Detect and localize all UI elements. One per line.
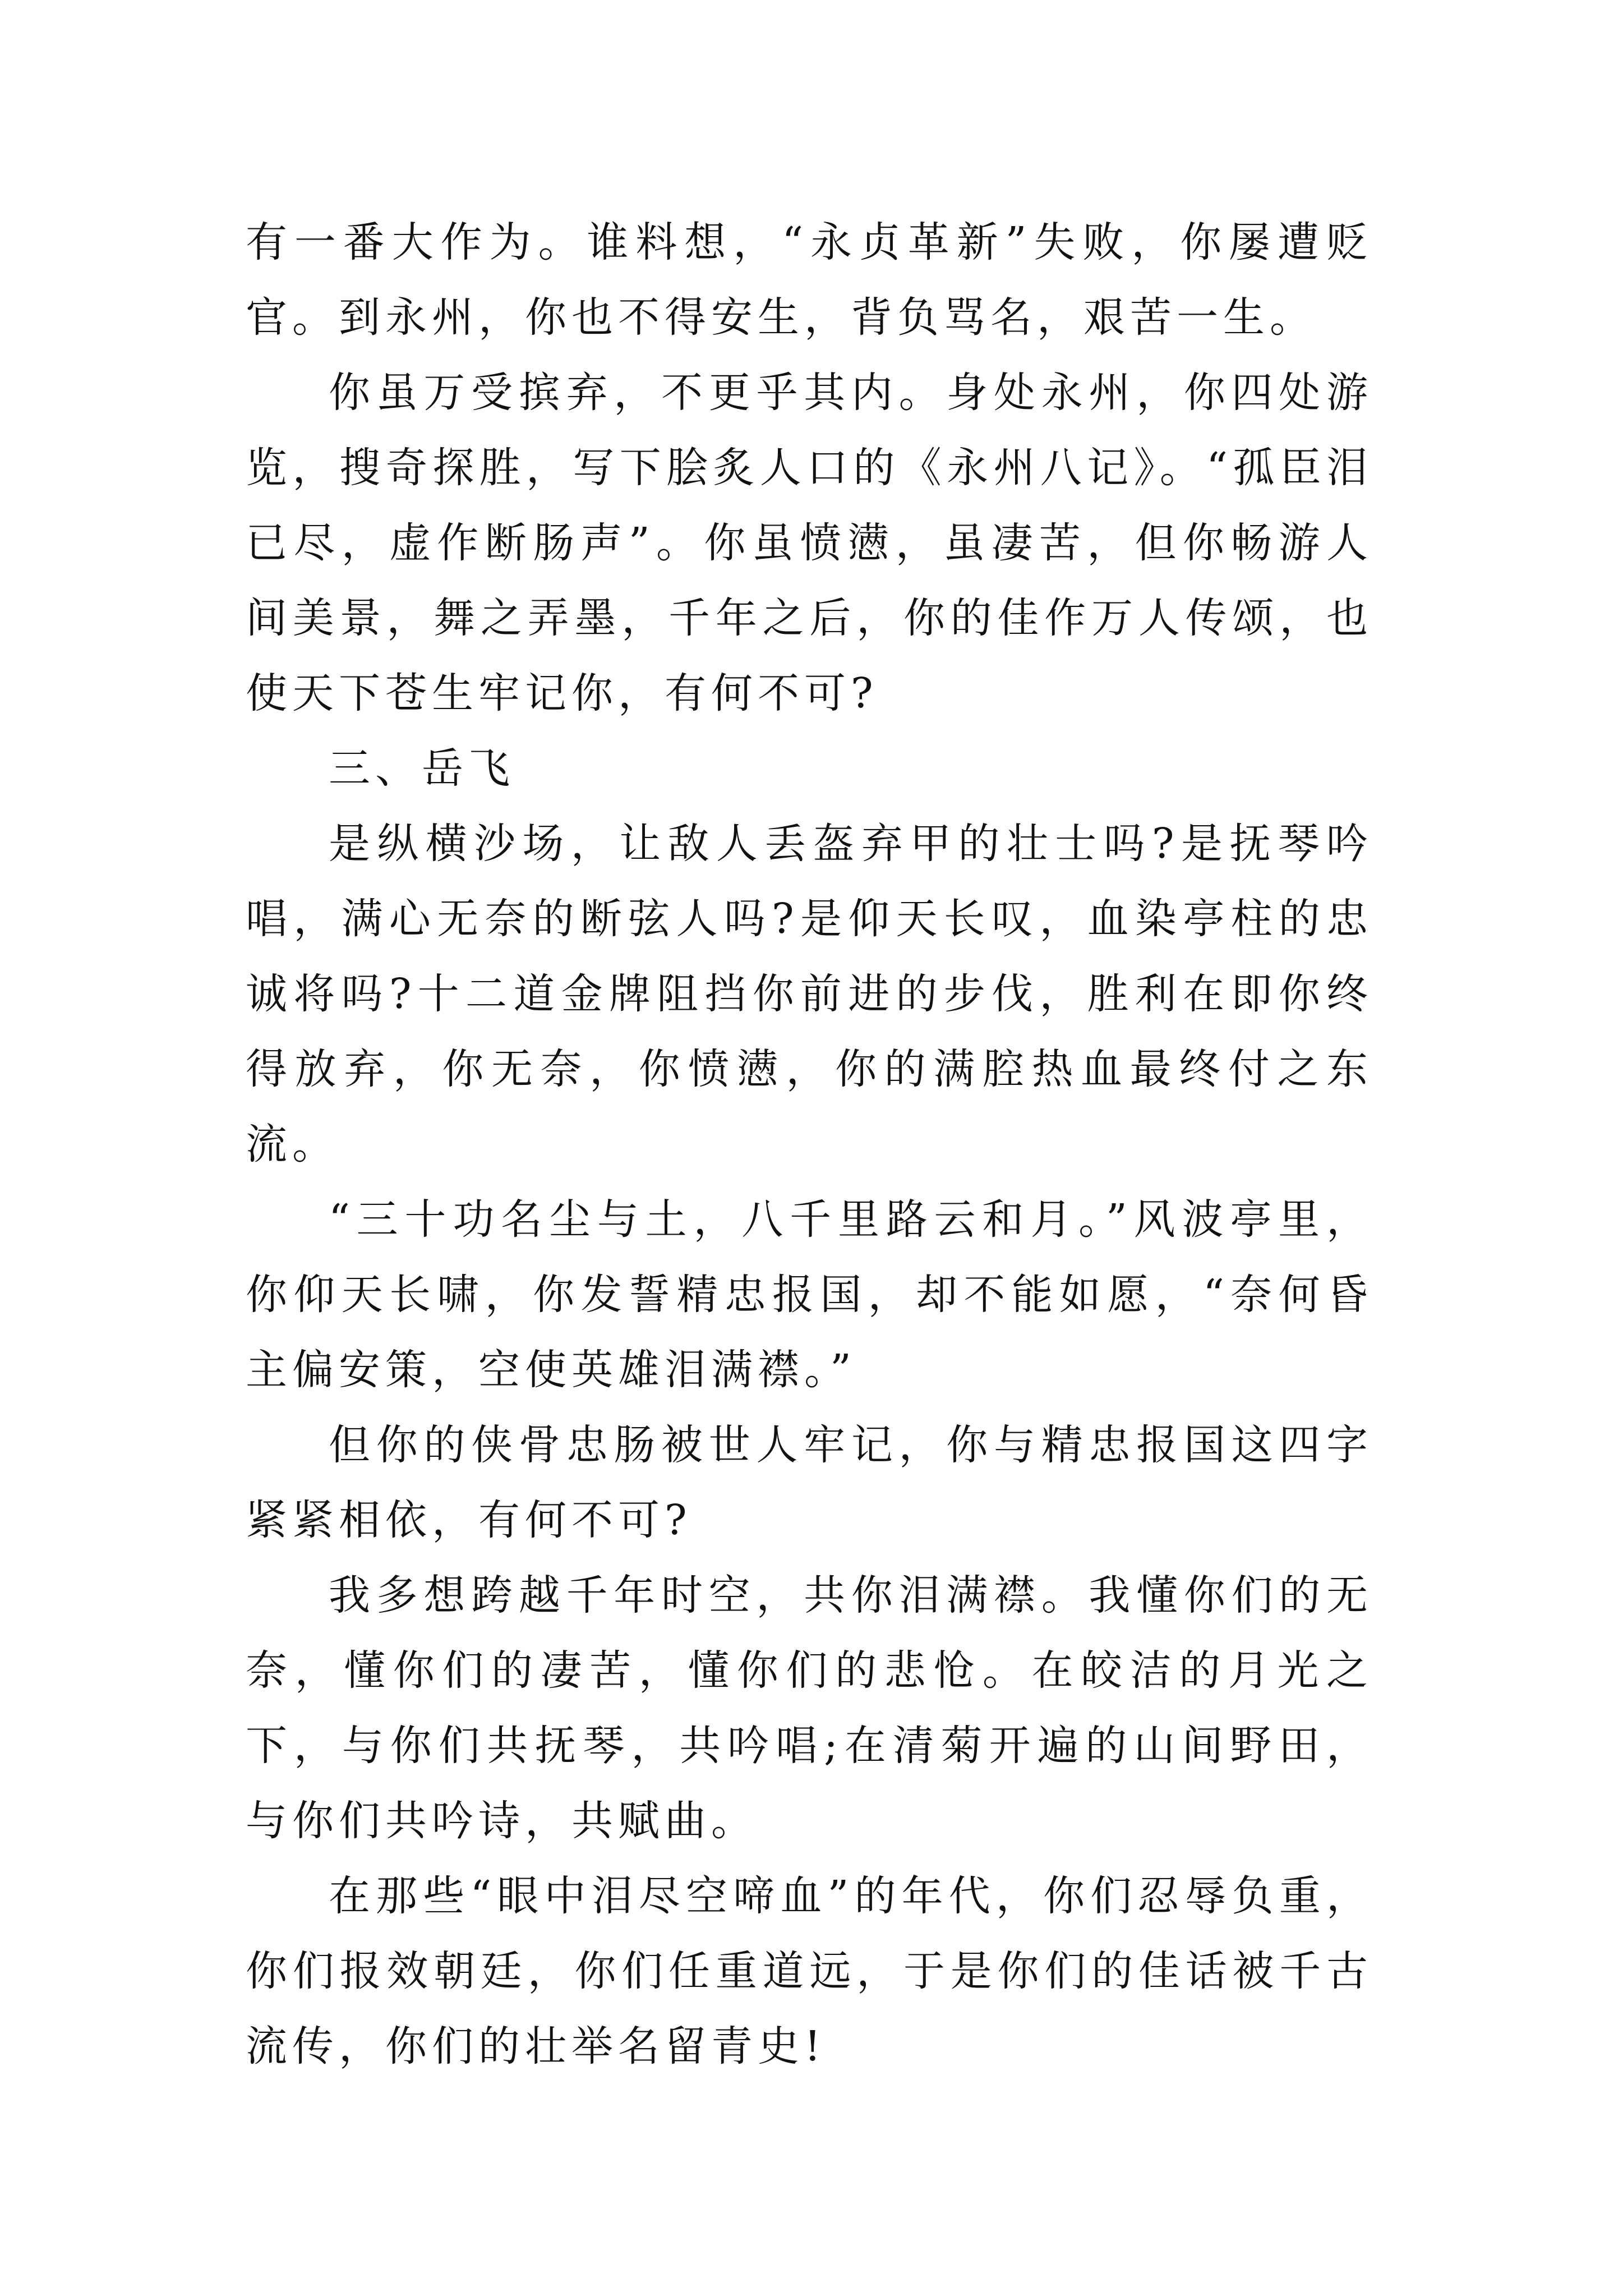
paragraph-author-wish: 我多想跨越千年时空，共你泪满襟。我懂你们的无奈，懂你们的凄苦，懂你们的悲怆。在皎洁的月光之下，与你们共抚琴，共吟唱;在清菊开遍的山间野田，与你们共吟诗，共赋曲。 xyxy=(246,1571,1373,1845)
paragraph-continuation: 有一番大作为。谁料想，“永贞革新”失败，你屡遭贬官。到永州，你也不得安生，背负骂名，艰苦一生。 xyxy=(246,218,1373,342)
paragraph-liu-zongyuan-yongzhou: 你虽万受摈弃，不更乎其内。身处永州，你四处游览，搜奇探胜，写下脍炙人口的《永州八记》。“孤臣泪已尽，虚作断肠声”。你虽愤懑，虽凄苦，但你畅游人间美景，舞之弄墨，千年之后，你的佳作万人传颂，也使天下苍生牢记你，有何不可? xyxy=(246,369,1373,717)
document-body xyxy=(246,205,1373,2084)
paragraph-yue-fei-conclusion: 但你的侠骨忠肠被世人牢记，你与精忠报国这四字紧紧相依，有何不可? xyxy=(246,1421,1373,1544)
paragraph-yue-fei-poem: “三十功名尘与土，八千里路云和月。”风波亭里，你仰天长啸，你发誓精忠报国，却不能如愿，“奈何昏主偏安策，空使英雄泪满襟。” xyxy=(246,1195,1373,1394)
paragraph-closing: 在那些“眼中泪尽空啼血”的年代，你们忍辱负重，你们报效朝廷，你们任重道远，于是你们的佳话被千古流传，你们的壮举名留青史! xyxy=(246,1872,1373,2070)
paragraph-yue-fei-intro: 是纵横沙场，让敌人丢盔弃甲的壮士吗?是抚琴吟唱，满心无奈的断弦人吗?是仰天长叹，血染亭柱的忠诚将吗?十二道金牌阻挡你前进的步伐，胜利在即你终得放弃，你无奈，你愤懑，你的满腔热血最终付之东流。 xyxy=(246,820,1373,1168)
section-heading-yue-fei: 三、岳飞 xyxy=(329,744,515,793)
